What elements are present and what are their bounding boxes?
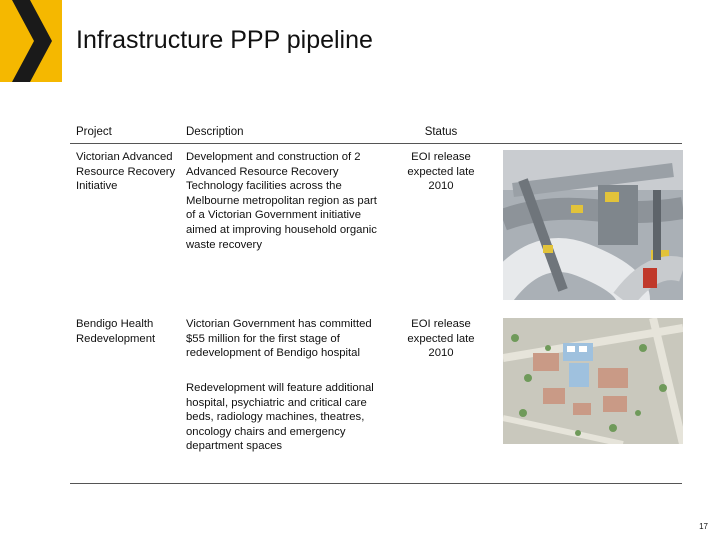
column-header-description: Description — [186, 126, 244, 138]
row-2-project: Bendigo Health Redevelopment — [76, 318, 156, 345]
hospital-site-render — [503, 318, 683, 444]
row-2-description-2: Redevelopment will feature additional hospital, psychiatric and critical care beds, radiology machines, theatres, oncology chairs and emergency department spaces — [186, 382, 374, 453]
row-1-description: Development and construction of 2 Advanced Resource Recovery Technology facilities across the Melbourne metropolitan region as part of a Victorian Government initiative aimed at improving household organic waste recovery — [186, 151, 377, 251]
header-divider — [70, 143, 682, 144]
table-bottom-divider — [70, 483, 682, 484]
row-1-status: EOI release expected late 2010 — [407, 151, 475, 193]
row-1-project: Victorian Advanced Resource Recovery Initiative — [76, 151, 176, 193]
recycling-facility-photo — [503, 150, 683, 300]
column-header-project: Project — [76, 126, 112, 138]
page-title: Infrastructure PPP pipeline — [76, 26, 373, 54]
page-number: 17 — [699, 522, 708, 531]
row-2-description: Victorian Government has committed $55 million for the first stage of redevelopment of Bendigo hospital — [186, 318, 372, 360]
column-header-status: Status — [424, 126, 458, 138]
brand-chevron-icon — [0, 0, 62, 82]
row-2-status: EOI release expected late 2010 — [407, 318, 475, 360]
